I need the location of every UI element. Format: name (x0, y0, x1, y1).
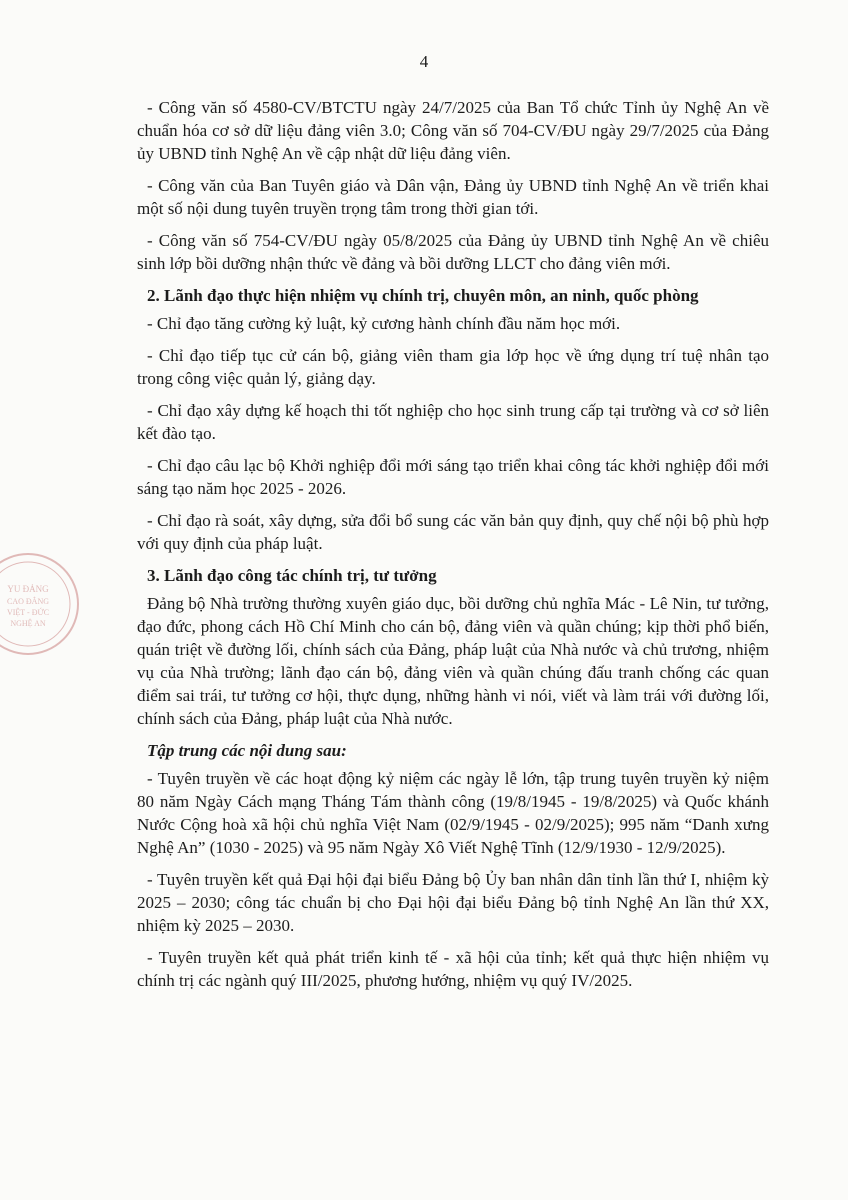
list-item: - Chỉ đạo tăng cường kỷ luật, kỷ cương hành chính đầu năm học mới. (147, 314, 621, 333)
list-item: - Công văn của Ban Tuyên giáo và Dân vận, Đảng ủy UBND tỉnh Nghệ An về triển khai một số nội dung tuyên truyền trọng tâm trong thời gian tới. (137, 176, 769, 218)
list-item: - Công văn số 4580-CV/BTCTU ngày 24/7/2025 của Ban Tổ chức Tỉnh ủy Nghệ An về chuẩn hóa cơ sở dữ liệu đảng viên 3.0; Công văn số 704-CV/ĐU ngày 29/7/2025 của Đảng ủy UBND tỉnh Nghệ An về cập nhật dữ liệu đảng viên. (137, 98, 769, 163)
svg-text:NGHỆ AN: NGHỆ AN (10, 619, 46, 628)
document-body (137, 96, 769, 1001)
list-item: - Tuyên truyền kết quả Đại hội đại biểu Đảng bộ Ủy ban nhân dân tỉnh lần thứ I, nhiệm kỳ 2025 – 2030; công tác chuẩn bị cho Đại hội đại biểu Đảng bộ tỉnh Nghệ An lần thứ XX, nhiệm kỳ 2025 – 2030. (137, 870, 769, 935)
list-item: - Chỉ đạo tiếp tục cử cán bộ, giảng viên tham gia lớp học về ứng dụng trí tuệ nhân tạo trong công việc quản lý, giảng dạy. (137, 346, 769, 388)
svg-text:CAO ĐẲNG: CAO ĐẲNG (7, 597, 49, 606)
list-item: - Chỉ đạo rà soát, xây dựng, sửa đổi bổ sung các văn bản quy định, quy chế nội bộ phù hợp với quy định của pháp luật. (137, 511, 769, 553)
list-item: - Tuyên truyền về các hoạt động kỷ niệm các ngày lễ lớn, tập trung tuyên truyền kỷ niệm 80 năm Ngày Cách mạng Tháng Tám thành công (19/8/1945 - 19/8/2025) và Quốc khánh Nước Cộng hoà xã hội chủ nghĩa Việt Nam (02/9/1945 - 02/9/2025); 995 năm “Danh xưng Nghệ An” (1030 - 2025) và 95 năm Ngày Xô Viết Nghệ Tĩnh (12/9/1930 - 12/9/2025). (137, 769, 769, 857)
section-heading: 2. Lãnh đạo thực hiện nhiệm vụ chính trị, chuyên môn, an ninh, quốc phòng (147, 286, 699, 305)
stamp-seal-icon (0, 548, 84, 660)
section-heading: 3. Lãnh đạo công tác chính trị, tư tưởng (147, 566, 437, 585)
sub-heading: Tập trung các nội dung sau: (147, 741, 347, 760)
paragraph: Đảng bộ Nhà trường thường xuyên giáo dục, bồi dưỡng chủ nghĩa Mác - Lê Nin, tư tưởng, đạo đức, phong cách Hồ Chí Minh cho cán bộ, đảng viên và quần chúng; kịp thời phổ biến, quán triệt về đường lối, chính sách của Đảng, pháp luật của Nhà nước và chủ trương, nhiệm vụ của Nhà trường; lãnh đạo cán bộ, đảng viên và quần chúng đấu tranh chống các quan điểm sai trái, tư tưởng cơ hội, thực dụng, những hành vi nói, viết và làm trái với đường lối, chính sách của Đảng, pháp luật của Nhà nước. (137, 594, 769, 728)
svg-text:VIỆT - ĐỨC: VIỆT - ĐỨC (6, 608, 50, 617)
list-item: - Tuyên truyền kết quả phát triển kinh tế - xã hội của tỉnh; kết quả thực hiện nhiệm vụ chính trị các ngành quý III/2025, phương hướng, nhiệm vụ quý IV/2025. (137, 948, 769, 990)
svg-text:YU ĐẢNG: YU ĐẢNG (7, 584, 49, 594)
page-number: 4 (419, 52, 429, 71)
list-item: - Chỉ đạo xây dựng kế hoạch thi tốt nghiệp cho học sinh trung cấp tại trường và cơ sở liên kết đào tạo. (137, 401, 769, 443)
list-item: - Công văn số 754-CV/ĐU ngày 05/8/2025 của Đảng ủy UBND tỉnh Nghệ An về chiêu sinh lớp bồi dưỡng nhận thức về đảng và bồi dưỡng LLCT cho đảng viên mới. (137, 231, 769, 273)
list-item: - Chỉ đạo câu lạc bộ Khởi nghiệp đổi mới sáng tạo triển khai công tác khởi nghiệp đổi mới sáng tạo năm học 2025 - 2026. (137, 456, 769, 498)
